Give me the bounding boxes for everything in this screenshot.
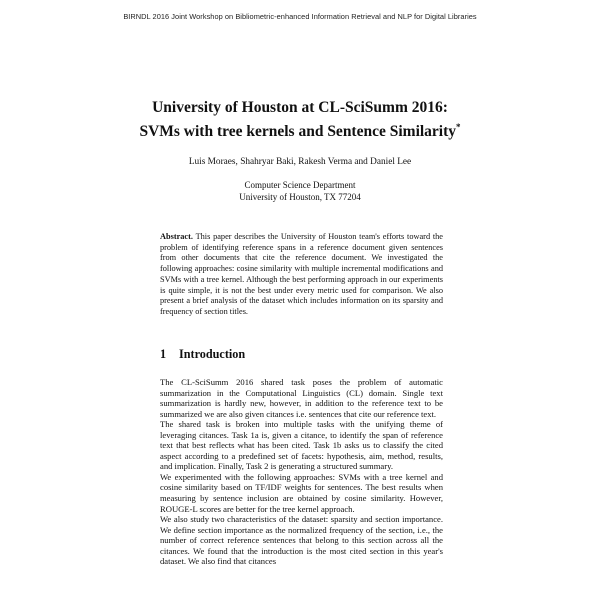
paragraph: The shared task is broken into multiple tasks with the unifying theme of leveraging citances. Task 1a is, given a citance, to identify the span of reference text that best reflects what has been cited. Task 1b asks us to classify the cited aspect according to a predefined set of facets: hypothesis, aim, method, results, and implication. Finally, Task 2 is generating a structured summary. bbox=[160, 419, 443, 472]
introduction-body bbox=[160, 377, 443, 567]
paragraph: We experimented with the following approaches: SVMs with a tree kernel and cosine similarity based on TF/IDF weights for sentences. The best results when measuring by sentence inclusion are obtained by cosine similarity. However, ROUGE-L scores are better for the tree kernel approach. bbox=[160, 471, 443, 514]
title-line-2 bbox=[0, 118, 600, 142]
paragraph: We also study two characteristics of the dataset: sparsity and section importance. We define section importance as the normalized frequency of the section, i.e., the number of correct reference sentences that belong to this section across all the citances. We found that the introduction is the most cited section in this year's dataset. We also find that citances bbox=[160, 514, 443, 567]
paper-title bbox=[0, 99, 600, 141]
abstract-label: Abstract. bbox=[160, 232, 193, 241]
running-header: BIRNDL 2016 Joint Workshop on Bibliometric-enhanced Information Retrieval and NLP for Digital Libraries bbox=[123, 12, 477, 21]
section-heading-introduction bbox=[160, 347, 245, 362]
affiliation bbox=[0, 179, 600, 203]
title-line-2-text: SVMs with tree kernels and Sentence Similarity bbox=[139, 122, 457, 140]
institution: University of Houston, TX 77204 bbox=[239, 192, 361, 202]
title-footnote-mark: * bbox=[456, 121, 461, 132]
author-list: Luis Moraes, Shahryar Baki, Rakesh Verma and Daniel Lee bbox=[188, 157, 412, 167]
paragraph: The CL-SciSumm 2016 shared task poses the problem of automatic summarization in the Computational Linguistics (CL) domain. Single text summarization is hardly new, however, in addition to the reference text to be summarized we are also given citances i.e. sentences that cite our reference text. bbox=[160, 377, 443, 419]
abstract bbox=[160, 232, 443, 318]
section-title: Introduction bbox=[179, 347, 246, 361]
department: Computer Science Department bbox=[244, 180, 356, 190]
title-line-1: University of Houston at CL-SciSumm 2016: bbox=[152, 99, 448, 116]
abstract-text: This paper describes the University of Houston team's efforts toward the problem of identifying reference spans in a reference document given sentences from other documents that cite the reference document. We investigated the following approaches: cosine similarity with multiple incremental modifications and SVMs with a tree kernel. Although the best performing approach in our experiments is quite simple, it is not the best under every metric used for comparison. We also present a brief analysis of the dataset which includes information on its sparsity and frequency of section titles. bbox=[160, 232, 443, 316]
section-number: 1 bbox=[160, 347, 167, 361]
